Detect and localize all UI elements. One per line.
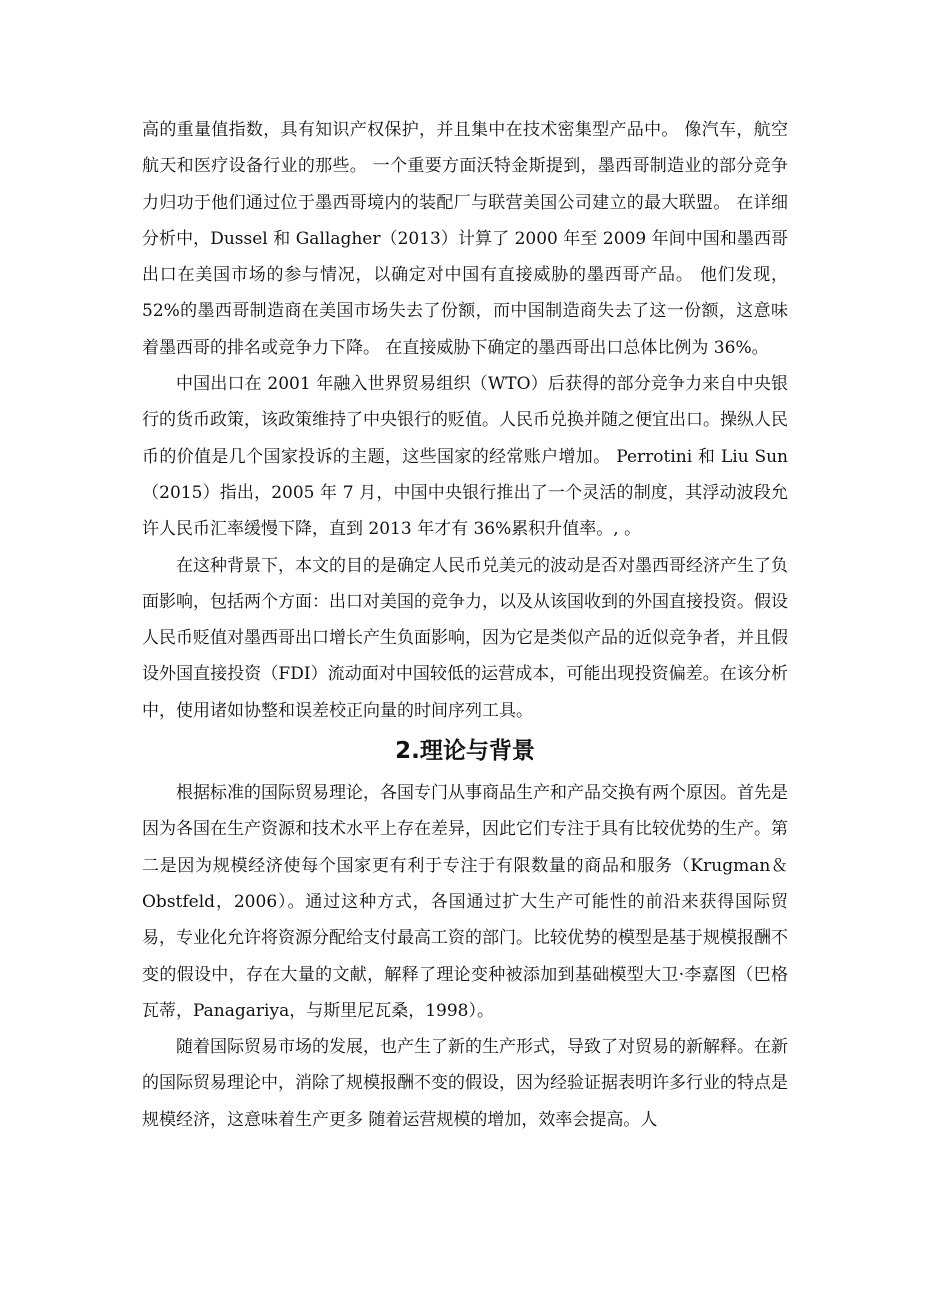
paragraph-1: 高的重量值指数，具有知识产权保护，并且集中在技术密集型产品中。 像汽车，航空航天和医疗设备行业的那些。 一个重要方面沃特金斯提到，墨西哥制造业的部分竞争力归功于他们通过位于墨西哥境内的装配厂与联营美国公司建立的最大联盟。 在详细分析中，Dussel 和 Gallagher（2013）计算了 2000 年至 2009 年间中国和墨西哥出口在美国市场的参与情况，以确定对中国有直接威胁的墨西哥产品。 他们发现，52%的墨西哥制造商在美国市场失去了份额，而中国制造商失去了这一份额，这意味着墨西哥的排名或竞争力下降。 在直接威胁下确定的墨西哥出口总体比例为 36%。	[142, 120, 788, 358]
document-page	[142, 112, 788, 1138]
section-heading: 2.理论与背景	[395, 738, 535, 765]
paragraph-5: 随着国际贸易市场的发展，也产生了新的生产形式，导致了对贸易的新解释。在新的国际贸易理论中，消除了规模报酬不变的假设，因为经验证据表明许多行业的特点是规模经济，这意味着生产更多 随着运营规模的增加，效率会提高。人	[142, 1037, 788, 1130]
paragraph-2: 中国出口在 2001 年融入世界贸易组织（WTO）后获得的部分竞争力来自中央银行的货币政策，该政策维持了中央银行的贬值。人民币兑换并随之便宜出口。操纵人民币的价值是几个国家投诉的主题，这些国家的经常账户增加。 Perrotini 和 Liu Sun（2015）指出，2005 年 7 月，中国中央银行推出了一个灵活的制度，其浮动波段允许人民币汇率缓慢下降，直到 2013 年才有 36%累积升值率。, 。	[142, 374, 788, 540]
paragraph-3: 在这种背景下，本文的目的是确定人民币兑美元的波动是否对墨西哥经济产生了负面影响，包括两个方面：出口对美国的竞争力，以及从该国收到的外国直接投资。假设人民币贬值对墨西哥出口增长产生负面影响，因为它是类似产品的近似竞争者，并且假设外国直接投资（FDI）流动面对中国较低的运营成本，可能出现投资偏差。在该分析中，使用诸如协整和误差校正向量的时间序列工具。	[142, 555, 788, 721]
paragraph-4: 根据标准的国际贸易理论，各国专门从事商品生产和产品交换有两个原因。首先是因为各国在生产资源和技术水平上存在差异，因此它们专注于具有比较优势的生产。第二是因为规模经济使每个国家更有利于专注于有限数量的商品和服务（Krugman＆Obstfeld，2006）。通过这种方式，各国通过扩大生产可能性的前沿来获得国际贸易，专业化允许将资源分配给支付最高工资的部门。比较优势的模型是基于规模报酬不变的假设中，存在大量的文献，解释了理论变种被添加到基础模型大卫·李嘉图（巴格瓦蒂，Panagariya，与斯里尼瓦桑，1998）。	[142, 783, 788, 1021]
